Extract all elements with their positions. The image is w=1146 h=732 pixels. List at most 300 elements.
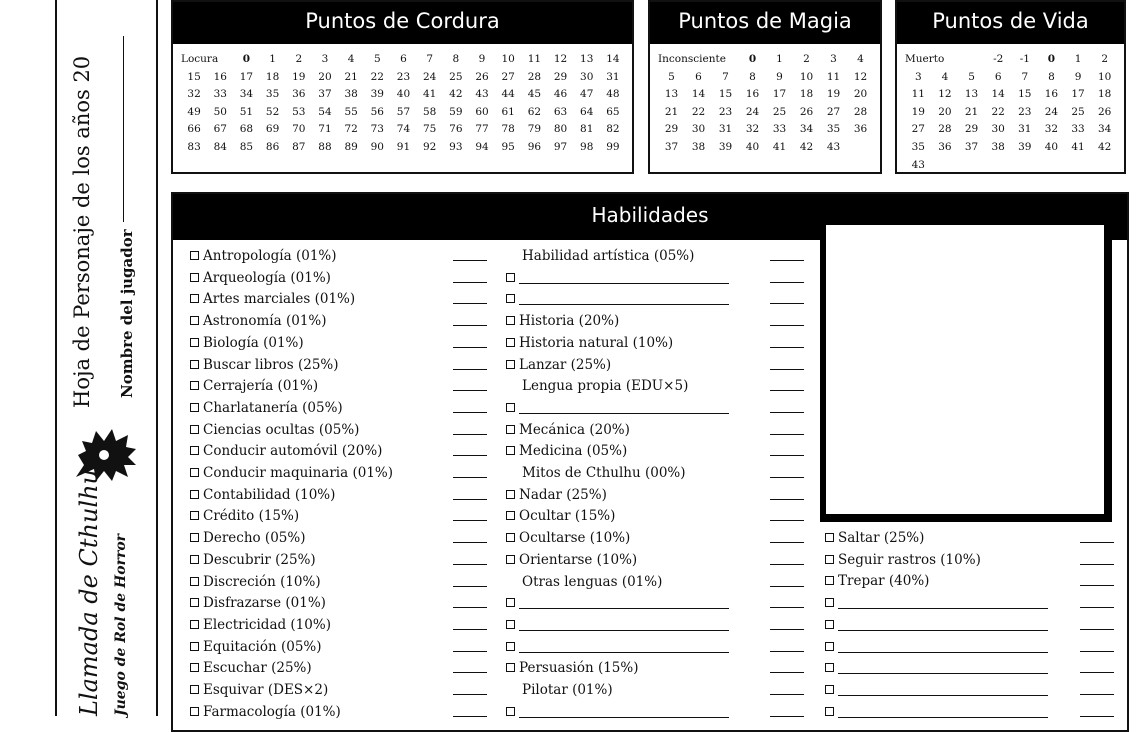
- point-cell[interactable]: 49: [187, 105, 201, 118]
- skill-row[interactable]: [825, 550, 981, 571]
- skill-value-field[interactable]: [770, 412, 804, 413]
- point-cell[interactable]: 68: [239, 123, 254, 136]
- point-cell[interactable]: 4: [347, 53, 355, 65]
- checkbox-icon[interactable]: [506, 598, 515, 607]
- skill-value-field[interactable]: [453, 455, 487, 456]
- point-cell[interactable]: 25: [449, 70, 463, 83]
- point-cell[interactable]: 77: [475, 123, 489, 136]
- skill-value-field[interactable]: [1080, 694, 1114, 695]
- point-cell[interactable]: 7: [722, 70, 729, 83]
- checkbox-icon[interactable]: [506, 425, 515, 434]
- skill-value-field[interactable]: [770, 303, 804, 304]
- point-cell[interactable]: 0: [1047, 53, 1056, 65]
- point-cell[interactable]: 19: [911, 105, 925, 118]
- point-cell[interactable]: 5: [668, 70, 675, 83]
- point-cell[interactable]: 80: [553, 123, 568, 136]
- custom-skill-field[interactable]: [519, 401, 729, 414]
- point-cell[interactable]: 21: [964, 105, 979, 118]
- point-cell[interactable]: 42: [799, 140, 814, 153]
- point-cell[interactable]: 38: [991, 140, 1005, 153]
- checkbox-icon[interactable]: [825, 707, 834, 716]
- checkbox-icon[interactable]: [190, 294, 199, 303]
- skill-row[interactable]: [506, 528, 630, 549]
- point-cell[interactable]: 31: [606, 70, 620, 83]
- skill-row[interactable]: [825, 637, 1048, 658]
- point-cell[interactable]: 25: [772, 105, 787, 118]
- point-cell[interactable]: 8: [1048, 70, 1055, 83]
- point-cell[interactable]: 3: [914, 70, 922, 83]
- point-cell[interactable]: 34: [799, 123, 814, 136]
- skill-value-field[interactable]: [453, 520, 487, 521]
- point-cell[interactable]: 98: [580, 140, 594, 153]
- point-cell[interactable]: 82: [606, 123, 620, 136]
- point-cell[interactable]: 40: [1044, 140, 1059, 153]
- custom-skill-field[interactable]: [519, 618, 729, 631]
- checkbox-icon[interactable]: [190, 577, 199, 586]
- point-cell[interactable]: 34: [1098, 123, 1112, 136]
- skill-value-field[interactable]: [770, 499, 804, 500]
- point-cell[interactable]: 36: [938, 140, 952, 153]
- point-cell[interactable]: 60: [475, 105, 489, 118]
- skill-row[interactable]: [506, 311, 619, 332]
- point-cell[interactable]: 57: [396, 105, 411, 118]
- skill-value-field[interactable]: [453, 390, 487, 391]
- skill-row[interactable]: [190, 572, 321, 593]
- skill-value-field[interactable]: [453, 282, 487, 283]
- point-cell[interactable]: 42: [449, 88, 463, 101]
- point-cell[interactable]: 87: [292, 140, 306, 153]
- point-cell[interactable]: 3: [830, 53, 837, 65]
- checkbox-icon[interactable]: [190, 685, 199, 694]
- point-cell[interactable]: 74: [396, 123, 411, 136]
- point-cell[interactable]: 31: [718, 123, 733, 136]
- point-cell[interactable]: 96: [527, 140, 542, 153]
- checkbox-icon[interactable]: [506, 620, 515, 629]
- point-cell[interactable]: -2: [993, 53, 1004, 65]
- skill-value-field[interactable]: [770, 694, 804, 695]
- point-cell[interactable]: 27: [826, 105, 841, 118]
- skill-row[interactable]: [825, 658, 1048, 679]
- skill-value-field[interactable]: [770, 520, 804, 521]
- point-cell[interactable]: 37: [318, 88, 332, 101]
- skill-value-field[interactable]: [453, 629, 487, 630]
- checkbox-icon[interactable]: [506, 446, 515, 455]
- skill-value-field[interactable]: [1080, 564, 1114, 565]
- portrait-area[interactable]: [826, 225, 1104, 514]
- point-cell[interactable]: 61: [501, 105, 515, 118]
- checkbox-icon[interactable]: [506, 294, 515, 303]
- skill-value-field[interactable]: [770, 260, 804, 261]
- skill-row[interactable]: [190, 506, 299, 527]
- point-cell[interactable]: 2: [295, 53, 303, 65]
- checkbox-icon[interactable]: [190, 425, 199, 434]
- skill-value-field[interactable]: [1080, 629, 1114, 630]
- point-cell[interactable]: 1: [269, 53, 276, 65]
- point-cell[interactable]: 12: [938, 88, 952, 101]
- skill-row[interactable]: [506, 506, 615, 527]
- point-cell[interactable]: 7: [1021, 70, 1029, 83]
- skill-row[interactable]: [825, 615, 1048, 636]
- point-cell[interactable]: 83: [187, 140, 201, 153]
- point-cell[interactable]: 33: [213, 88, 227, 101]
- skill-value-field[interactable]: [453, 477, 487, 478]
- skill-value-field[interactable]: [770, 347, 804, 348]
- skill-value-field[interactable]: [770, 651, 804, 652]
- skill-row[interactable]: [506, 702, 729, 723]
- skill-value-field[interactable]: [770, 564, 804, 565]
- point-cell[interactable]: 29: [553, 70, 568, 83]
- point-cell[interactable]: 43: [475, 88, 489, 101]
- point-cell[interactable]: 67: [213, 123, 227, 136]
- point-cell[interactable]: 62: [527, 105, 542, 118]
- checkbox-icon[interactable]: [825, 685, 834, 694]
- point-cell[interactable]: 18: [265, 70, 280, 83]
- point-cell[interactable]: 9: [776, 70, 783, 83]
- point-cell[interactable]: 58: [422, 105, 437, 118]
- skill-row[interactable]: [506, 420, 630, 441]
- point-cell[interactable]: 41: [772, 140, 787, 153]
- point-cell[interactable]: 35: [911, 140, 925, 153]
- checkbox-icon[interactable]: [506, 338, 515, 347]
- skill-row[interactable]: [190, 528, 305, 549]
- point-cell[interactable]: 85: [239, 140, 254, 153]
- skill-row[interactable]: [506, 268, 729, 289]
- point-cell[interactable]: 42: [1098, 140, 1112, 153]
- point-cell[interactable]: 6: [400, 53, 407, 65]
- point-cell[interactable]: 71: [318, 123, 332, 136]
- skill-value-field[interactable]: [770, 390, 804, 391]
- point-cell[interactable]: 81: [580, 123, 594, 136]
- skill-value-field[interactable]: [770, 477, 804, 478]
- checkbox-icon[interactable]: [190, 468, 199, 477]
- checkbox-icon[interactable]: [506, 490, 515, 499]
- skill-value-field[interactable]: [453, 412, 487, 413]
- skill-value-field[interactable]: [1080, 672, 1114, 673]
- point-cell[interactable]: 44: [501, 88, 515, 101]
- skill-value-field[interactable]: [453, 564, 487, 565]
- point-cell[interactable]: 20: [318, 70, 332, 83]
- point-cell[interactable]: 30: [580, 70, 594, 83]
- checkbox-icon[interactable]: [190, 446, 199, 455]
- point-cell[interactable]: 43: [826, 140, 841, 153]
- skill-value-field[interactable]: [770, 369, 804, 370]
- point-cell[interactable]: 63: [553, 105, 568, 118]
- point-cell[interactable]: 11: [527, 53, 542, 65]
- point-cell[interactable]: 9: [478, 53, 486, 65]
- point-cell[interactable]: 86: [265, 140, 280, 153]
- point-cell[interactable]: 5: [968, 70, 975, 83]
- point-cell[interactable]: 35: [265, 88, 280, 101]
- point-cell[interactable]: 6: [695, 70, 702, 83]
- point-cell[interactable]: 37: [964, 140, 979, 153]
- skill-value-field[interactable]: [453, 325, 487, 326]
- point-cell[interactable]: 23: [1018, 105, 1032, 118]
- point-cell[interactable]: 16: [1044, 88, 1059, 101]
- point-cell[interactable]: 88: [318, 140, 332, 153]
- point-cell[interactable]: 8: [749, 70, 756, 83]
- skill-value-field[interactable]: [453, 434, 487, 435]
- checkbox-icon[interactable]: [506, 555, 515, 564]
- checkbox-icon[interactable]: [825, 663, 834, 672]
- point-cell[interactable]: 36: [292, 88, 306, 101]
- point-cell[interactable]: Muerto: [905, 53, 945, 65]
- checkbox-icon[interactable]: [190, 533, 199, 542]
- point-cell[interactable]: 9: [1074, 70, 1082, 83]
- checkbox-icon[interactable]: [506, 663, 515, 672]
- skill-value-field[interactable]: [453, 542, 487, 543]
- checkbox-icon[interactable]: [506, 403, 515, 412]
- skill-row[interactable]: [825, 680, 1048, 701]
- point-cell[interactable]: 99: [606, 140, 620, 153]
- point-cell[interactable]: 47: [580, 88, 594, 101]
- point-cell[interactable]: 32: [745, 123, 760, 136]
- skill-value-field[interactable]: [1080, 651, 1114, 652]
- checkbox-icon[interactable]: [190, 273, 199, 282]
- point-cell[interactable]: 75: [422, 123, 437, 136]
- skill-row[interactable]: [190, 420, 359, 441]
- point-cell[interactable]: 13: [964, 88, 979, 101]
- skill-value-field[interactable]: [1080, 585, 1114, 586]
- point-cell[interactable]: 41: [1071, 140, 1085, 153]
- skill-row[interactable]: [190, 311, 327, 332]
- skill-row[interactable]: [825, 593, 1048, 614]
- custom-skill-field[interactable]: [838, 618, 1048, 631]
- point-cell[interactable]: 95: [501, 140, 515, 153]
- skill-row[interactable]: [190, 485, 335, 506]
- point-cell[interactable]: 15: [1018, 88, 1032, 101]
- skill-row[interactable]: [506, 593, 729, 614]
- point-cell[interactable]: 28: [527, 70, 542, 83]
- checkbox-icon[interactable]: [825, 533, 834, 542]
- skill-value-field[interactable]: [770, 325, 804, 326]
- checkbox-icon[interactable]: [506, 273, 515, 282]
- point-cell[interactable]: 10: [1098, 70, 1112, 83]
- point-cell[interactable]: 21: [664, 105, 679, 118]
- point-cell[interactable]: 4: [941, 70, 949, 83]
- skill-row[interactable]: [190, 355, 339, 376]
- point-cell[interactable]: 16: [213, 70, 227, 83]
- point-cell[interactable]: 84: [213, 140, 227, 153]
- point-cell[interactable]: 54: [318, 105, 332, 118]
- point-cell[interactable]: 64: [580, 105, 594, 118]
- checkbox-icon[interactable]: [506, 360, 515, 369]
- skill-row[interactable]: [825, 702, 1048, 723]
- point-cell[interactable]: -1: [1019, 53, 1030, 65]
- skill-row[interactable]: [506, 355, 611, 376]
- skill-row[interactable]: [190, 398, 343, 419]
- skill-row[interactable]: [190, 637, 322, 658]
- skill-value-field[interactable]: [770, 542, 804, 543]
- point-cell[interactable]: 52: [265, 105, 280, 118]
- skill-value-field[interactable]: [453, 347, 487, 348]
- skill-row[interactable]: [190, 550, 316, 571]
- point-cell[interactable]: 94: [475, 140, 489, 153]
- skill-value-field[interactable]: [770, 282, 804, 283]
- skill-row[interactable]: [190, 593, 326, 614]
- skill-row[interactable]: [506, 615, 729, 636]
- point-cell[interactable]: 41: [422, 88, 437, 101]
- point-cell[interactable]: 69: [265, 123, 280, 136]
- point-cell[interactable]: 38: [344, 88, 358, 101]
- point-cell[interactable]: 26: [799, 105, 814, 118]
- skill-row[interactable]: [506, 289, 729, 310]
- point-cell[interactable]: 11: [911, 88, 925, 101]
- point-cell[interactable]: 28: [853, 105, 868, 118]
- checkbox-icon[interactable]: [190, 360, 199, 369]
- point-cell[interactable]: 33: [1071, 123, 1085, 136]
- checkbox-icon[interactable]: [190, 251, 199, 260]
- point-cell[interactable]: 14: [691, 88, 706, 101]
- point-cell[interactable]: 50: [213, 105, 227, 118]
- point-cell[interactable]: 22: [370, 70, 384, 83]
- point-cell[interactable]: 21: [344, 70, 358, 83]
- custom-skill-field[interactable]: [838, 640, 1048, 653]
- skill-row[interactable]: [506, 485, 607, 506]
- point-cell[interactable]: 13: [664, 88, 679, 101]
- skill-row[interactable]: [190, 268, 331, 289]
- point-cell[interactable]: 24: [745, 105, 760, 118]
- point-cell[interactable]: 30: [991, 123, 1005, 136]
- point-cell[interactable]: 43: [911, 158, 925, 171]
- point-cell[interactable]: 35: [826, 123, 841, 136]
- point-cell[interactable]: 27: [501, 70, 515, 83]
- point-cell[interactable]: 19: [292, 70, 306, 83]
- skill-row[interactable]: [190, 289, 355, 310]
- custom-skill-field[interactable]: [519, 596, 729, 609]
- point-cell[interactable]: 26: [1098, 105, 1112, 118]
- skill-row[interactable]: [506, 333, 673, 354]
- point-cell[interactable]: 7: [426, 53, 433, 65]
- checkbox-icon[interactable]: [825, 555, 834, 564]
- point-cell[interactable]: 78: [501, 123, 515, 136]
- point-cell[interactable]: 29: [964, 123, 979, 136]
- point-cell[interactable]: 55: [344, 105, 358, 118]
- point-cell[interactable]: 20: [938, 105, 952, 118]
- checkbox-icon[interactable]: [190, 707, 199, 716]
- point-cell[interactable]: 37: [664, 140, 679, 153]
- point-cell[interactable]: Locura: [181, 53, 219, 65]
- point-cell[interactable]: 90: [370, 140, 384, 153]
- point-cell[interactable]: 51: [239, 105, 254, 118]
- point-cell[interactable]: 24: [422, 70, 437, 83]
- point-cell[interactable]: 22: [991, 105, 1005, 118]
- checkbox-icon[interactable]: [190, 511, 199, 520]
- point-cell[interactable]: 39: [718, 140, 733, 153]
- checkbox-icon[interactable]: [190, 642, 199, 651]
- skill-value-field[interactable]: [770, 434, 804, 435]
- point-cell[interactable]: 2: [803, 53, 810, 65]
- point-cell[interactable]: 97: [553, 140, 568, 153]
- point-cell[interactable]: 93: [449, 140, 463, 153]
- point-cell[interactable]: 1: [1074, 53, 1082, 65]
- point-cell[interactable]: 3: [321, 53, 329, 65]
- point-cell[interactable]: 38: [691, 140, 706, 153]
- skill-value-field[interactable]: [453, 369, 487, 370]
- point-cell[interactable]: 12: [553, 53, 568, 65]
- skill-row[interactable]: [190, 680, 328, 701]
- checkbox-icon[interactable]: [825, 620, 834, 629]
- custom-skill-field[interactable]: [519, 292, 729, 305]
- point-cell[interactable]: 92: [422, 140, 437, 153]
- point-cell[interactable]: Inconsciente: [658, 53, 726, 65]
- point-cell[interactable]: 14: [991, 88, 1005, 101]
- point-cell[interactable]: 14: [606, 53, 620, 65]
- point-cell[interactable]: 45: [527, 88, 542, 101]
- point-cell[interactable]: 34: [239, 88, 254, 101]
- point-cell[interactable]: 66: [187, 123, 201, 136]
- skill-row[interactable]: [825, 528, 924, 549]
- point-cell[interactable]: 46: [553, 88, 568, 101]
- point-cell[interactable]: 33: [772, 123, 787, 136]
- point-cell[interactable]: 25: [1071, 105, 1085, 118]
- point-cell[interactable]: 91: [396, 140, 411, 153]
- point-cell[interactable]: 39: [1018, 140, 1032, 153]
- point-cell[interactable]: 2: [1101, 53, 1109, 65]
- skill-row[interactable]: [190, 333, 304, 354]
- point-cell[interactable]: 15: [718, 88, 733, 101]
- skill-value-field[interactable]: [770, 455, 804, 456]
- checkbox-icon[interactable]: [190, 598, 199, 607]
- point-cell[interactable]: 24: [1044, 105, 1059, 118]
- point-cell[interactable]: 16: [745, 88, 760, 101]
- point-cell[interactable]: 28: [938, 123, 952, 136]
- checkbox-icon[interactable]: [825, 642, 834, 651]
- point-cell[interactable]: 15: [187, 70, 201, 83]
- custom-skill-field[interactable]: [838, 683, 1048, 696]
- skill-row[interactable]: [190, 658, 312, 679]
- point-cell[interactable]: 11: [826, 70, 841, 83]
- checkbox-icon[interactable]: [825, 576, 834, 585]
- point-cell[interactable]: 1: [776, 53, 783, 65]
- checkbox-icon[interactable]: [506, 533, 515, 542]
- skill-row[interactable]: [190, 615, 331, 636]
- skill-value-field[interactable]: [1080, 607, 1114, 608]
- checkbox-icon[interactable]: [506, 707, 515, 716]
- point-cell[interactable]: 65: [606, 105, 620, 118]
- checkbox-icon[interactable]: [190, 620, 199, 629]
- skill-value-field[interactable]: [453, 607, 487, 608]
- checkbox-icon[interactable]: [190, 555, 199, 564]
- point-cell[interactable]: 72: [344, 123, 358, 136]
- point-cell[interactable]: 48: [606, 88, 620, 101]
- point-cell[interactable]: 40: [745, 140, 760, 153]
- point-cell[interactable]: 53: [292, 105, 306, 118]
- point-cell[interactable]: 39: [370, 88, 384, 101]
- skill-value-field[interactable]: [770, 607, 804, 608]
- checkbox-icon[interactable]: [506, 316, 515, 325]
- skill-row[interactable]: [190, 376, 318, 397]
- skill-value-field[interactable]: [453, 303, 487, 304]
- point-cell[interactable]: 32: [1044, 123, 1059, 136]
- point-cell[interactable]: 70: [292, 123, 306, 136]
- skill-value-field[interactable]: [770, 586, 804, 587]
- skill-row[interactable]: [506, 658, 639, 679]
- player-name-field[interactable]: [123, 36, 124, 222]
- point-cell[interactable]: 76: [449, 123, 463, 136]
- custom-skill-field[interactable]: [519, 271, 729, 284]
- point-cell[interactable]: 0: [748, 53, 757, 65]
- skill-row[interactable]: [506, 398, 729, 419]
- skill-row[interactable]: [506, 637, 729, 658]
- point-cell[interactable]: 5: [373, 53, 381, 65]
- point-cell[interactable]: 0: [242, 53, 251, 65]
- point-cell[interactable]: 4: [857, 53, 864, 65]
- point-cell[interactable]: 89: [344, 140, 358, 153]
- checkbox-icon[interactable]: [190, 663, 199, 672]
- skill-row[interactable]: [190, 463, 393, 484]
- point-cell[interactable]: 17: [1071, 88, 1085, 101]
- point-cell[interactable]: 40: [396, 88, 411, 101]
